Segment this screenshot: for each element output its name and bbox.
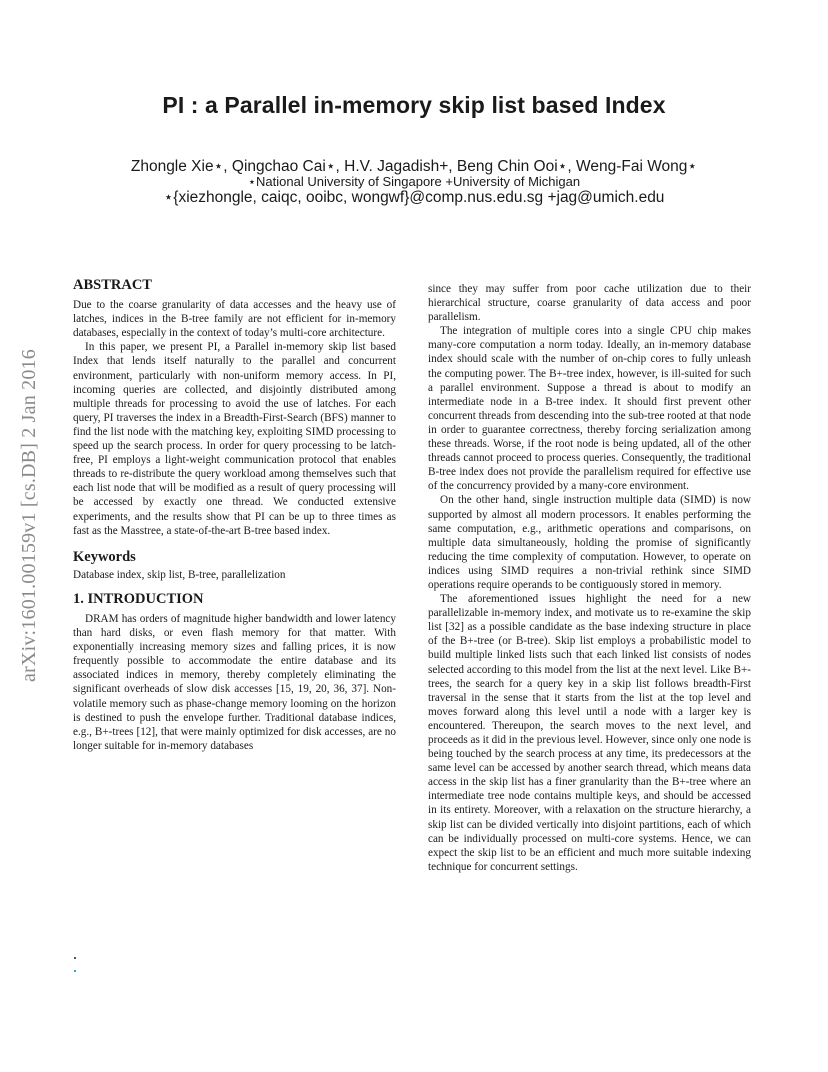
right-paragraph-4: The aforementioned issues highlight the need for a new parallelizable in-memory index, and motivate us to re-examine the skip list [32] as a possible candidate as the base indexing structure in place of the B+-tree (or B-tree). Skip list employs a probabilistic model to build multiple linked lists such that each linked list consists of nodes selected according to this model from the list at the next level. Like B+-trees, the search for a query key in a skip list follows breadth-First traversal in the sense that it starts from the list at the top level and moves forward along this level until a node with a larger key is encountered. Thereupon, the search moves to the next level, and proceeds as it did in the previous level. However, since only one node is being touched by the search process at any time, its predecessors at the same level can be accessed by another search thread, which means data access in the skip list has a finer granularity than the B+-tree where an intermediate tree node contains multiple keys, and should be accessed in its entirety. Moreover, with a relaxation on the structure hierarchy, a skip list can be divided vertically into disjoint partitions, each of which can be individually processed on multi-core systems. Hence, we can expect the skip list to be an efficient and much more suitable indexing technique for concurrent settings. bbox=[428, 593, 751, 873]
paper-title: PI : a Parallel in-memory skip list based Index bbox=[162, 92, 666, 118]
footnote-mark bbox=[74, 957, 76, 959]
right-paragraph-2: The integration of multiple cores into a single CPU chip makes many-core computation a norm today. Ideally, an in-memory database index should scale with the number of on-chip cores to fully unleash the computing power. The B+-tree index, however, is ill-suited for such a parallel environment. Suppose a thread is about to modify an intermediate node in a B-tree index. It should first prevent other concurrent threads from descending into the sub-tree rooted at that node in order to guarantee correctness, thereby forcing serialization among these threads. Worse, if the root node is being updated, all of the other threads cannot proceed to process queries. Consequently, the traditional B-tree index does not provide the parallelism required for effective use of the concurrency provided by a many-core environment. bbox=[428, 325, 751, 493]
author-list: Zhongle Xie⋆, Qingchao Cai⋆, H.V. Jagadish+, Beng Chin Ooi⋆, Weng-Fai Wong⋆ bbox=[130, 158, 698, 175]
abstract-paragraph-1: Due to the coarse granularity of data accesses and the heavy use of latches, indices in the B-tree family are not efficient for in-memory databases, especially in the context of today’s multi-core architecture. bbox=[73, 299, 396, 340]
left-column bbox=[73, 278, 396, 753]
right-column bbox=[428, 282, 751, 874]
abstract-paragraph-2: In this paper, we present PI, a Parallel in-memory skip list based Index that lends itself naturally to the parallel and concurrent environment, particularly with non-uniform memory access. In PI, incoming queries are collected, and disjointly distributed among multiple threads for processing to avoid the use of latches. For each query, PI traverses the index in a Breadth-First-Search (BFS) manner to find the list node with the matching key, exploiting SIMD processing to speed up the search process. In order for query processing to be latch-free, PI employs a light-weight communication protocol that enables threads to re-distribute the query workload among themselves such that each list node that will be modified as a result of query processing will be accessed by exactly one thread. We conducted extensive experiments, and the results show that PI can be up to three times as fast as the Masstree, a state-of-the-art B-tree based index. bbox=[73, 341, 396, 537]
affiliations: ⋆National University of Singapore +University of Michigan bbox=[247, 174, 581, 189]
arxiv-stamp: arXiv:1601.00159v1 [cs.DB] 2 Jan 2016 bbox=[18, 349, 40, 682]
introduction-heading: 1. INTRODUCTION bbox=[73, 590, 204, 607]
keywords-text: Database index, skip list, B-tree, parallelization bbox=[73, 568, 286, 581]
footnote-link-mark[interactable] bbox=[74, 970, 76, 972]
right-paragraph-1: since they may suffer from poor cache utilization due to their hierarchical structure, coarse granularity of data access and poor parallelism. bbox=[428, 283, 751, 324]
keywords-heading: Keywords bbox=[73, 548, 136, 565]
author-emails: ⋆{xiezhongle, caiqc, ooibc, wongwf}@comp.nus.edu.sg +jag@umich.edu bbox=[163, 189, 665, 206]
introduction-paragraph-1: DRAM has orders of magnitude higher bandwidth and lower latency than hard disks, or even flash memory for that matter. With exponentially increasing memory sizes and falling prices, it is now frequently possible to accommodate the entire database and its associated indices in memory, thereby completely eliminating the significant overheads of slow disk accesses [15, 19, 20, 36, 37]. Non-volatile memory such as phase-change memory looming on the horizon is destined to push the envelope further. Traditional database indices, e.g., B+-trees [12], that were mainly optimized for disk accesses, are no longer suitable for in-memory databases bbox=[73, 612, 396, 752]
right-paragraph-3: On the other hand, single instruction multiple data (SIMD) is now supported by almost all modern processors. It enables performing the same computation, e.g., arithmetic operations and comparisons, on multiple data simultaneously, holding the promise of significantly reducing the time complexity of computation. However, to operate on indices using SIMD requires a non-trivial rethink since SIMD operations require operands to be contiguously stored in memory. bbox=[428, 494, 751, 591]
abstract-heading: ABSTRACT bbox=[73, 277, 152, 293]
